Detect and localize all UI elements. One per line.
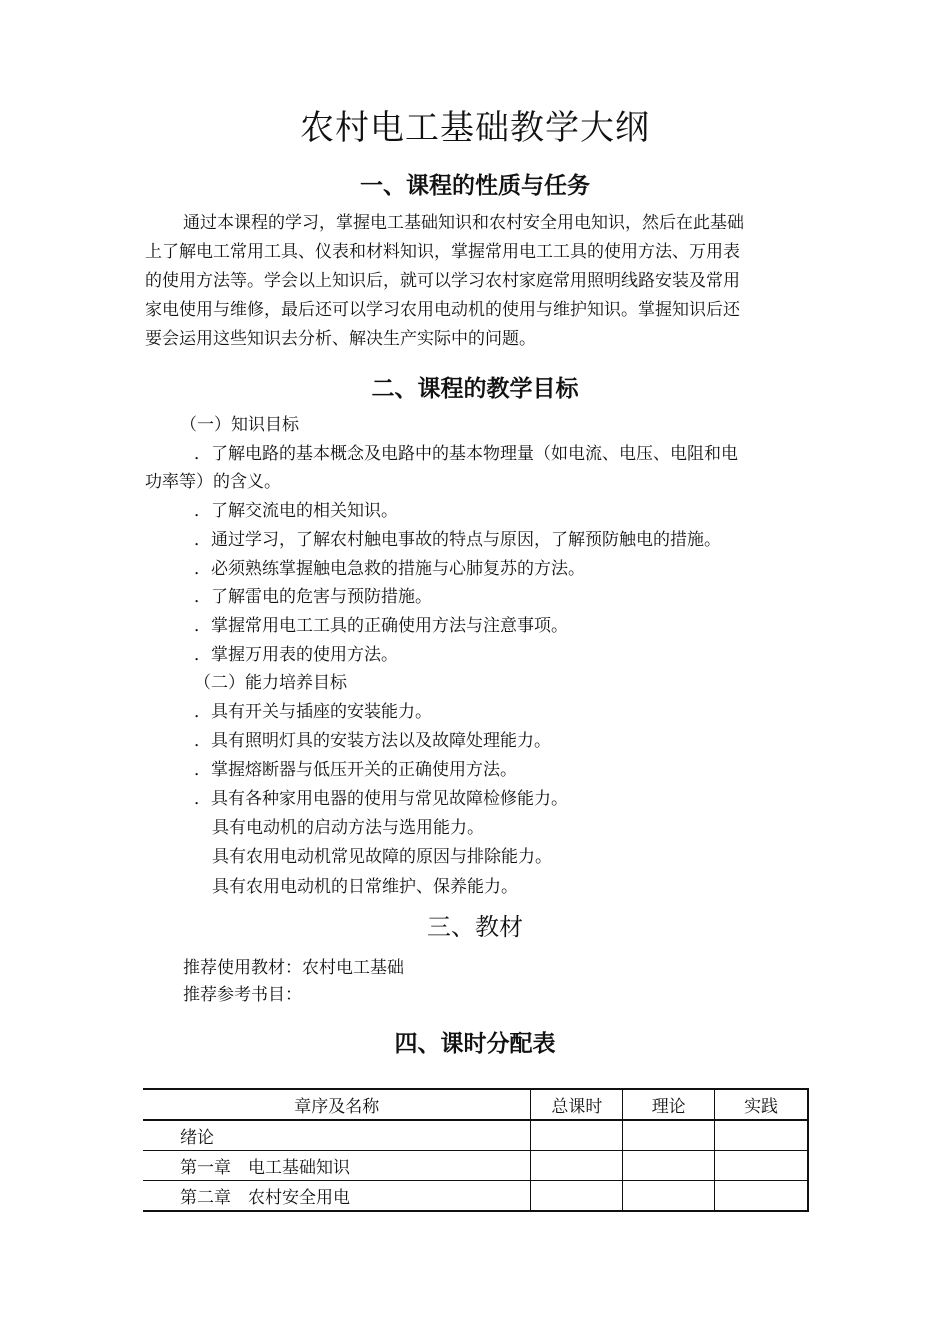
knowledge-goals-heading: （一）知识目标	[180, 415, 299, 435]
section1-line-3: 的使用方法等。学会以上知识后，就可以学习农村家庭常用照明线路安装及常用	[145, 271, 740, 291]
table-row	[143, 1120, 808, 1151]
section1-line-2: 上了解电工常用工具、仪表和材料知识，掌握常用电工工具的使用方法、万用表	[145, 242, 740, 262]
chapter-name-cell: 第二章 农村安全用电	[143, 1181, 531, 1212]
theory-cell	[623, 1120, 715, 1151]
ability-item: ．具有开关与插座的安装能力。	[194, 702, 432, 722]
practice-cell	[715, 1120, 808, 1151]
knowledge-item: ．必须熟练掌握触电急救的措施与心肺复苏的方法。	[194, 559, 585, 579]
table-row	[143, 1151, 808, 1181]
ability-item: ．具有各种家用电器的使用与常见故障检修能力。	[194, 789, 568, 809]
chapter-name-cell: 绪论	[143, 1120, 531, 1151]
knowledge-item-continuation: 功率等）的含义。	[145, 472, 281, 492]
header-chapter: 章序及名称	[143, 1089, 531, 1120]
knowledge-item: ．了解交流电的相关知识。	[194, 501, 398, 521]
section2-heading: 二、课程的教学目标	[371, 376, 579, 402]
section1-line-4: 家电使用与维修，最后还可以学习农用电动机的使用与维护知识。掌握知识后还	[145, 300, 740, 320]
knowledge-item: ．了解电路的基本概念及电路中的基本物理量（如电流、电压、电阻和电	[194, 444, 738, 464]
practice-cell	[715, 1151, 808, 1181]
table-header-row	[143, 1089, 808, 1120]
section4-heading: 四、课时分配表	[394, 1031, 556, 1057]
practice-cell	[715, 1181, 808, 1212]
textbook-line: 推荐使用教材：农村电工基础	[183, 958, 404, 978]
total-hours-cell	[531, 1181, 623, 1212]
section1-heading: 一、课程的性质与任务	[360, 173, 590, 199]
header-practice: 实践	[715, 1089, 808, 1120]
document-title: 农村电工基础教学大纲	[300, 108, 650, 148]
header-total-hours: 总课时	[531, 1089, 623, 1120]
section1-line-1: 通过本课程的学习，掌握电工基础知识和农村安全用电知识，然后在此基础	[183, 213, 744, 233]
theory-cell	[623, 1151, 715, 1181]
hours-allocation-table	[143, 1088, 809, 1212]
knowledge-item: ．了解雷电的危害与预防措施。	[194, 587, 432, 607]
ability-item: 具有农用电动机的日常维护、保养能力。	[212, 877, 518, 897]
theory-cell	[623, 1181, 715, 1212]
ability-goals-heading: （二）能力培养目标	[194, 673, 347, 693]
chapter-name-cell: 第一章 电工基础知识	[143, 1151, 531, 1181]
ability-item: ．具有照明灯具的安装方法以及故障处理能力。	[194, 731, 551, 751]
knowledge-item: ．掌握万用表的使用方法。	[194, 645, 398, 665]
total-hours-cell	[531, 1120, 623, 1151]
knowledge-item: ．掌握常用电工工具的正确使用方法与注意事项。	[194, 616, 568, 636]
section1-line-5: 要会运用这些知识去分析、解决生产实际中的问题。	[145, 329, 536, 349]
ability-item: ．掌握熔断器与低压开关的正确使用方法。	[194, 760, 517, 780]
ability-item: 具有电动机的启动方法与选用能力。	[212, 818, 484, 838]
references-line: 推荐参考书目：	[183, 985, 302, 1005]
header-theory: 理论	[623, 1089, 715, 1120]
knowledge-item: ．通过学习，了解农村触电事故的特点与原因，了解预防触电的措施。	[194, 530, 721, 550]
section3-heading: 三、教材	[427, 913, 523, 941]
ability-item: 具有农用电动机常见故障的原因与排除能力。	[212, 847, 552, 867]
total-hours-cell	[531, 1151, 623, 1181]
table-row	[143, 1181, 808, 1212]
